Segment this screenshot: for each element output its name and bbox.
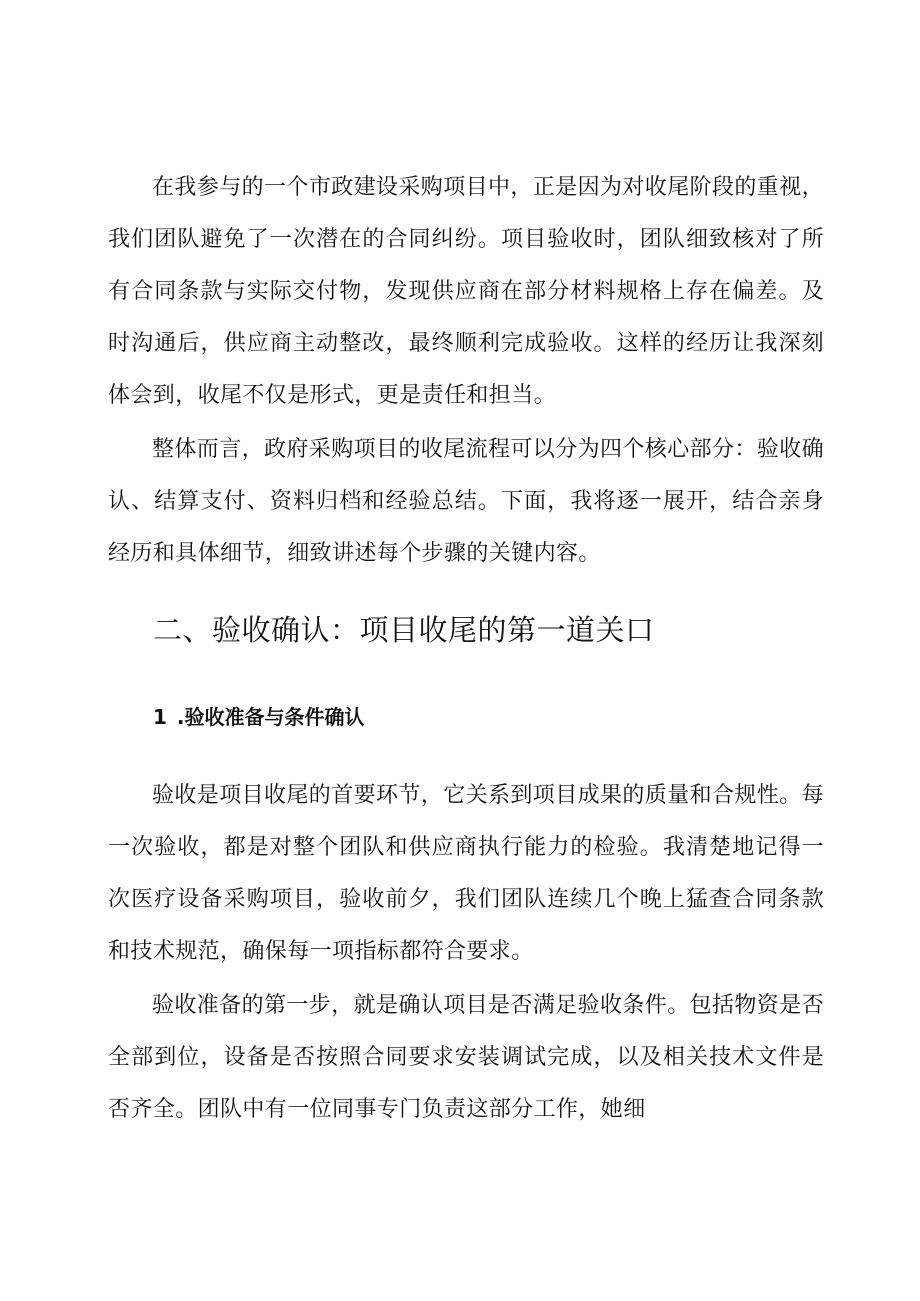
body-paragraph: 整体而言，政府采购项目的收尾流程可以分为四个核心部分：验收确认、结算支付、资料归档和经验总结。下面，我将逐一展开，结合亲身经历和具体细节，细致讲述每个步骤的关键内容。 bbox=[108, 437, 825, 566]
body-paragraph: 在我参与的一个市政建设采购项目中，正是因为对收尾阶段的重视，我们团队避免了一次潜在的合同纠纷。项目验收时，团队细致核对了所有合同条款与实际交付物，发现供应商在部分材料规格上存在偏差。及时沟通后，供应商主动整改，最终顺利完成验收。这样的经历让我深刻体会到，收尾不仅是形式，更是责任和担当。 bbox=[108, 175, 825, 408]
subsection-title: .验收准备与条件确认 bbox=[176, 705, 365, 729]
body-paragraph: 验收准备的第一步，就是确认项目是否满足验收条件。包括物资是否全部到位，设备是否按照合同要求安装调试完成，以及相关技术文件是否齐全。团队中有一位同事专门负责这部分工作，她细 bbox=[108, 993, 825, 1122]
section-heading: 二、验收确认：项目收尾的第一道关口 bbox=[153, 613, 655, 647]
subsection-number: 1 bbox=[153, 705, 167, 729]
subsection-heading bbox=[153, 697, 365, 737]
body-paragraph: 验收是项目收尾的首要环节，它关系到项目成果的质量和合规性。每一次验收，都是对整个团队和供应商执行能力的检验。我清楚地记得一次医疗设备采购项目，验收前夕，我们团队连续几个晚上猛查合同条款和技术规范，确保每一项指标都符合要求。 bbox=[108, 783, 825, 964]
